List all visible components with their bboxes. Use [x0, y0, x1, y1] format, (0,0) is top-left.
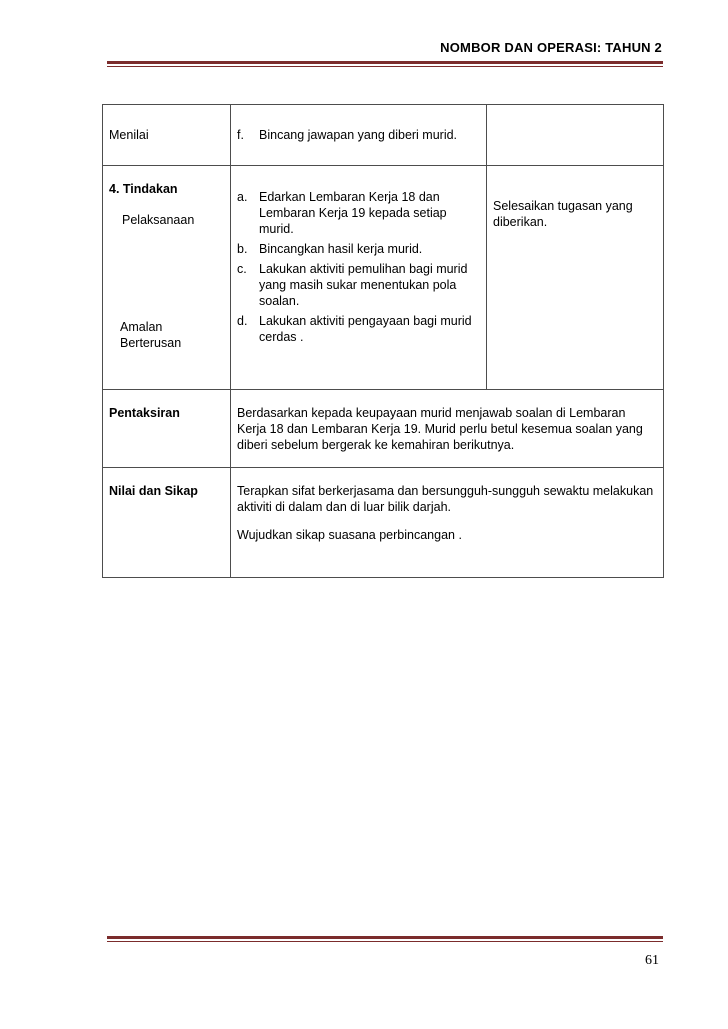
row-label-tindakan: 4. Tindakan: [109, 182, 178, 196]
table-row-nilai: [103, 468, 664, 578]
nilai-text-1: Terapkan sifat berkerjasama dan bersungguh-sungguh sewaktu melakukan aktiviti di dalam dan di luar bilik darjah.: [237, 484, 654, 514]
row-label-nilai: Nilai dan Sikap: [109, 484, 198, 498]
item-marker: a.: [237, 190, 248, 204]
list-item: [237, 313, 480, 345]
table-row-tindakan: [103, 166, 664, 390]
item-text: Bincangkan hasil kerja murid.: [259, 242, 423, 256]
header-rule: [107, 61, 663, 67]
cell-label: [103, 390, 231, 468]
table-row-menilai: [103, 105, 664, 166]
row-label-pentaksiran: Pentaksiran: [109, 406, 180, 420]
row-sublabel-amalan: Amalan: [120, 320, 163, 334]
list-item: [237, 189, 480, 237]
footer-rule: [107, 936, 663, 942]
row-label-menilai: Menilai: [109, 128, 149, 142]
item-marker: b.: [237, 242, 248, 256]
nilai-text-2: Wujudkan sikap suasana perbincangan .: [237, 528, 462, 542]
cell-label: [103, 468, 231, 578]
list-item: [237, 241, 480, 257]
header-title: NOMBOR DAN OPERASI: TAHUN 2: [440, 40, 662, 55]
cell-content: [231, 390, 664, 468]
list-item: [237, 261, 480, 309]
cell-note: [487, 166, 664, 390]
table-row-pentaksiran: [103, 390, 664, 468]
item-marker: c.: [237, 262, 247, 276]
item-text: Edarkan Lembaran Kerja 18 dan Lembaran Kerja 19 kepada setiap murid.: [259, 190, 447, 236]
item-text: Bincang jawapan yang diberi murid.: [259, 128, 458, 142]
item-text: Lakukan aktiviti pengayaan bagi murid cerdas .: [259, 314, 472, 344]
cell-content: [231, 468, 664, 578]
cell-content: [231, 166, 487, 390]
cell-note: [487, 105, 664, 166]
item-text: Lakukan aktiviti pemulihan bagi murid yang masih sukar menentukan pola soalan.: [259, 262, 468, 308]
note-text: Selesaikan tugasan yang diberikan.: [493, 199, 633, 229]
item-marker: d.: [237, 314, 248, 328]
row-sublabel-berterusan: Berterusan: [120, 336, 182, 350]
cell-label: [103, 105, 231, 166]
lesson-plan-table: [102, 104, 664, 578]
row-sublabel-pelaksanaan: Pelaksanaan: [122, 213, 195, 227]
list-item: [237, 127, 480, 143]
cell-label: [103, 166, 231, 390]
pentaksiran-text: Berdasarkan kepada keupayaan murid menjawab soalan di Lembaran Kerja 18 dan Lembaran Kerja 19. Murid perlu betul kesemua soalan yang diberi sebelum bergerak ke kemahiran berikutnya.: [237, 406, 643, 452]
page-number: 61: [645, 953, 659, 968]
cell-content: [231, 105, 487, 166]
item-marker: f.: [237, 128, 244, 142]
